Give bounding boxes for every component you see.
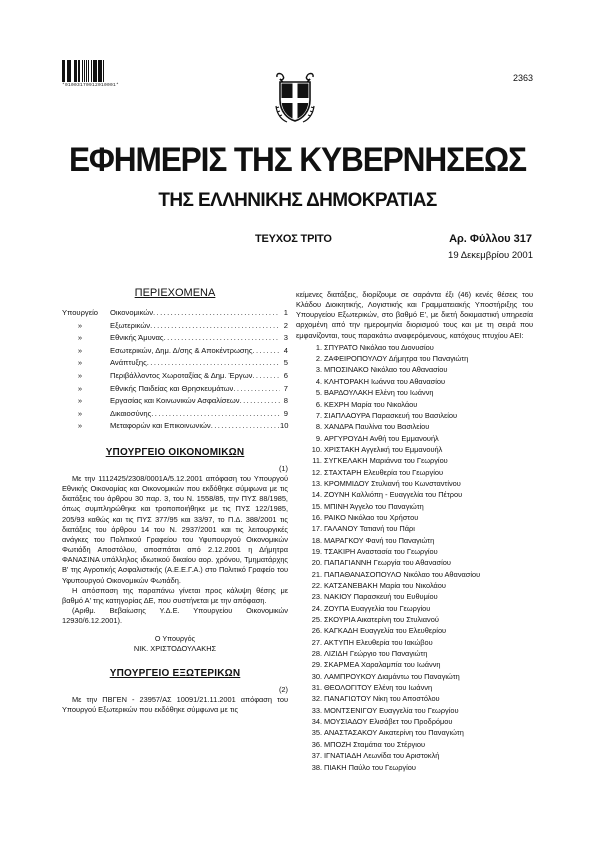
list-item-name: ΖΟΥΝΗ Καλλιόπη - Ευαγγελία του Πέτρου [324,490,463,500]
list-item [296,603,533,614]
list-item-name: ΣΚΑΡΜΕΑ Χαραλαμπία του Ιωάννη [324,660,441,670]
left-column [62,287,288,716]
list-item-name: ΛΑΜΠΡΟΥΚΟΥ Διαμάντω του Παναγιώτη [324,671,460,681]
list-item [296,625,533,636]
list-item-number: 34. [311,717,322,727]
appointee-list [296,342,533,773]
list-item [296,512,533,523]
list-item [296,546,533,557]
gazette-title: ΕΦΗΜΕΡΙΣ ΤΗΣ ΚΥΒΕΡΝΗΣΕΩΣ [68,141,527,179]
toc-prefix: Υπουργείο [62,308,98,317]
list-item-name: ΜΠΟΣΙΝΑΚΟ Νικόλαο του Αθανασίου [324,365,448,375]
list-item-number: 16. [311,512,322,522]
toc-leader-dots [147,357,280,370]
decree-paragraph: (Αριθμ. Βεβαίωσης Υ.Δ.Ε. Υπουργείου Οικονομικών 12930/6.12.2001). [62,605,288,626]
list-item-name: ΜΟΝΤΣΕΝΙΓΟΥ Ευαγγελία του Γεωργίου [324,705,459,715]
ministry-heading-foreign: ΥΠΟΥΡΓΕΙΟ ΕΞΩΤΕΡΙΚΩΝ [109,668,241,680]
list-item [296,364,533,375]
toc-row [62,408,288,421]
toc-label: Εθνικής Άμυνας [110,333,164,343]
list-item-name: ΑΡΓΥΡΟΥΔΗ Ανθή του Εμμανουήλ [324,433,439,443]
list-item-name: ΧΡΙΣΤΑΚΗ Αγγελική του Εμμανουήλ [324,444,443,454]
list-item-name: ΑΚΤΥΠΗ Ελευθερία του Ιακώβου [324,637,433,647]
list-item-number: 1. [315,342,322,352]
contents-heading: ΠΕΡΙΕΧΟΜΕΝΑ [134,287,216,299]
list-item-number: 10. [311,444,322,454]
list-item [296,750,533,761]
toc-page-number: 1 [283,308,288,317]
list-item-number: 24. [311,603,322,613]
barcode-bars [62,60,124,82]
list-item-number: 31. [311,683,322,693]
toc-page-number: 8 [283,396,288,406]
list-item-number: 35. [311,728,322,738]
toc-page-number: 6 [283,370,288,380]
list-item [296,387,533,398]
list-item [296,716,533,727]
list-item-name: ΤΣΑΚΙΡΗ Αναστασία του Γεωργίου [324,546,438,556]
toc-row [62,357,288,370]
list-item-number: 33. [311,705,322,715]
list-item-number: 22. [311,581,322,590]
list-item [296,399,533,410]
decree-paragraph: Η απόσπαση της παραπάνω γίνεται προς κάλυψη θέσης με βαθμό Α' της κατηγορίας ΔΕ, που συστήνεται με την απόφαση. [62,585,288,605]
toc-prefix: » [77,370,83,380]
toc-page-number: 2 [283,320,288,330]
list-item-name: ΠΙΑΚΗ Παύλο του Γεωργίου [324,762,416,772]
barcode-text: *01003170912010001* [62,83,120,88]
list-item-name: ΑΝΑΣΤΑΣΑΚΟΥ Αικατερίνη του Παναγιώτη [324,728,464,738]
sheet-number: Αρ. Φύλλου 317 [449,233,532,245]
list-item [296,342,533,353]
toc-prefix: » [77,333,83,343]
list-item [296,523,533,534]
list-item-name: ΜΠΙΝΗ Άγγελο του Παναγιώτη [324,501,424,511]
toc-leader-dots [164,332,280,345]
toc-page-number: 4 [283,345,288,355]
toc-prefix: » [77,383,83,393]
list-item-number: 30. [311,671,322,681]
toc-row [62,307,288,320]
decree-number: (2) [278,685,288,695]
right-column [296,290,533,773]
list-item-name: ΚΛΗΤΟΡΑΚΗ Ιωάννα του Αθανασίου [324,376,446,386]
list-item-name: ΣΚΟΥΡΙΑ Αικατερίνη του Στυλιανού [324,615,439,625]
list-item-number: 7. [315,410,322,420]
toc-page-number: 7 [283,383,288,393]
toc-leader-dots [211,420,280,433]
issue-date: 19 Δεκεμβρίου 2001 [448,250,533,261]
list-item-name: ΠΑΝΑΓΙΩΤΟΥ Νίκη του Αποστόλου [324,694,440,704]
barcode [62,60,124,90]
list-item-number: 37. [311,751,322,761]
ministry-heading-finance: ΥΠΟΥΡΓΕΙΟ ΟΙΚΟΝΟΜΙΚΩΝ [105,446,245,458]
list-item-number: 36. [311,739,322,749]
list-item [296,705,533,716]
toc-page-number: 5 [283,358,288,368]
list-item-name: ΜΟΥΣΙΑΔΟΥ Ελισάβετ του Προδρόμου [324,717,453,727]
list-item-number: 27. [311,637,322,647]
toc-leader-dots [233,383,280,396]
list-item [296,501,533,512]
toc-row [62,420,288,433]
list-item [296,671,533,682]
toc-prefix: » [77,320,83,330]
toc-label: Οικονομικών [110,308,154,317]
barcode-bar [103,60,104,82]
toc-label: Εργασίας και Κοινωνικών Ασφαλίσεων [110,396,240,406]
list-item-number: 28. [311,649,322,659]
toc-leader-dots [253,345,280,358]
list-item-name: ΠΑΠΑΘΑΝΑΣΟΠΟΥΛΟ Νικόλαο του Αθανασίου [324,569,481,579]
list-item [296,535,533,546]
list-item-name: ΒΑΡΔΟΥΛΑΚΗ Ελένη του Ιωάννη [324,388,434,398]
list-item-number: 6. [315,399,322,409]
list-item-number: 9. [315,433,322,443]
list-item-name: ΘΕΟΛΟΓΙΤΟΥ Ελένη του Ιωάννη [324,683,433,693]
list-item [296,727,533,738]
list-item-number: 13. [311,478,322,488]
toc-prefix: » [77,358,83,368]
list-item-name: ΛΙΖΙΔΗ Γεώργιο του Παναγιώτη [324,649,428,659]
list-item [296,353,533,364]
toc-leader-dots [153,307,280,320]
list-item-name: ΣΠΥΡΑΤΟ Νικόλαο του Διονυσίου [324,342,434,352]
toc-row [62,345,288,358]
toc-label: Δικαιοσύνης [110,408,152,418]
list-item-name: ΓΑΛΑΝΟΥ Τατιανή του Πάρι [324,524,415,534]
toc-row [62,370,288,383]
toc-label: Εθνικής Παιδείας και Θρησκευμάτων [110,383,234,393]
list-item [296,659,533,670]
list-item [296,444,533,455]
decree-paragraph: Με την ΠΒΓΕΝ - 23957/ΑΣ 10091/21.11.2001 απόφαση του Υπουργού Εξωτερικών που εκδόθηκε σύμφωνα με τις [62,695,288,715]
list-item [296,739,533,750]
toc-label: Εξωτερικών [110,320,151,330]
list-item [296,614,533,625]
list-item-number: 15. [311,501,322,511]
list-item [296,467,533,478]
toc-leader-dots [240,395,280,408]
issue-series: ΤΕΥΧΟΣ ΤΡΙΤΟ [255,233,332,245]
list-item [296,580,533,591]
toc-label: Ανάπτυξης [110,358,147,368]
signatory-role: Ο Υπουργός [154,634,196,644]
list-item-name: ΚΑΤΣΑΝΕΒΑΚΗ Μαρία του Νικολάου [324,581,446,590]
list-item-number: 11. [312,456,322,466]
list-item-number: 32. [311,694,322,704]
list-item [296,478,533,489]
toc-label: Εσωτερικών, Δημ. Δ/σης & Αποκέντρωσης [110,345,253,355]
list-item-name: ΜΠΟΖΗ Σταμάτια του Στέργιου [324,739,426,749]
list-item-name: ΖΟΥΠΑ Ευαγγελία του Γεωργίου [324,603,431,613]
toc-label: Μεταφορών και Επικοινωνιών [110,421,211,431]
list-item [296,421,533,432]
list-item-name: ΡΑΙΚΟ Νικόλαο του Χρήστου [324,512,419,522]
list-item-number: 38. [311,762,322,772]
decree-number: (1) [278,463,288,473]
toc-row [62,332,288,345]
list-item-name: ΣΥΓΚΕΛΑΚΗ Μαριάννα του Γεωργίου [324,456,448,466]
list-item [296,557,533,568]
list-item-name: ΣΤΑΧΤΑΡΗ Ελευθερία του Γεωργίου [324,467,443,477]
list-item-number: 23. [311,592,322,602]
list-item-name: ΖΑΦΕΙΡΟΠΟΥΛΟΥ Δήμητρα του Παναγιώτη [324,354,469,364]
list-item-number: 18. [311,535,322,545]
list-item [296,410,533,421]
list-item-number: 14. [311,490,322,500]
list-item [296,376,533,387]
list-item-number: 17. [311,524,322,534]
list-item-name: ΚΕΧΡΗ Μαρία του Νικολάου [324,399,418,409]
list-item-name: ΚΑΓΚΑΔΗ Ευαγγελία του Ελευθερίου [324,626,447,636]
toc-row [62,383,288,396]
list-item-name: ΝΑΚΙΟΥ Παρασκευή του Ευθυμίου [324,592,438,602]
list-item-number: 19. [311,546,322,556]
issue-row [62,233,532,249]
list-item-number: 25. [311,615,322,625]
list-item-number: 12. [311,467,322,477]
toc-prefix: » [77,421,83,431]
list-item [296,455,533,466]
toc-page-number: 9 [283,408,288,418]
toc-row [62,395,288,408]
decree-paragraph: Με την 1112425/2308/0001A/5.12.2001 απόφαση του Υπουργού Εθνικής Οικονομίας και Οικονομικών που εκδόθηκε σύμφωνα με τις διατάξεις του άρθρου 30 παρ. 3, του Ν. 1558/85, την ΠΥΣ 88/1985, όπως συμπληρώθηκε και τροποποιήθηκε με τις ΠΥΣ 122/1985, 205/93 καθώς και τις ΠΥΣ 377/95 και 33/97, το Π.Δ. 388/2001 τις διατάξεις του άρθρου 14 του Ν. 2937/2001 και τις λειτουργικές ανάγκες του Πολιτικού Γραφείου του Υφυπουργού Οικονομικών Φωτιάδη Αποστόλου, αποσπάται από 2.12.2001 η Δήμητρα ΦΑΝΑΣΙΝΑ υπάλληλος ιδιωτικού δικαίου αορ. χρόνου, Τμηματάρχης Β' της Αγροτικής Ασφαλιστικής (Α.Ε.Ε.Γ.Α.) στο Πολιτικό Γραφείο του Υφυπουργού Οικονομικών Φωτιάδη. [62,473,288,585]
list-item [296,682,533,693]
list-item-number: 5. [315,388,322,398]
toc-prefix: » [77,396,83,406]
list-item [296,693,533,704]
toc-page-number: 3 [283,333,288,343]
list-item [296,569,533,580]
list-item-number: 26. [311,626,322,636]
toc-prefix: » [77,345,83,355]
list-item [296,433,533,444]
list-item-number: 8. [315,422,322,432]
list-item-name: ΜΑΡΑΓΚΟΥ Φανή του Παναγιώτη [324,535,435,545]
list-item-name: ΚΡΟΜΜΙΔΟΥ Στυλιανή του Κωνσταντίνου [324,478,461,488]
toc-label: Περιβάλλοντος Χωροταξίας & Δημ. Έργων [110,370,253,380]
toc-page-number: 10 [280,421,289,431]
toc-leader-dots [252,370,280,383]
list-item [296,648,533,659]
list-item [296,489,533,500]
list-item-number: 4. [315,376,322,386]
list-item-number: 2. [315,354,322,364]
signatory-name: ΝΙΚ. ΧΡΙΣΤΟΔΟΥΛΑΚΗΣ [133,644,217,654]
list-item-number: 3. [315,365,322,375]
list-item [296,637,533,648]
list-item-number: 29. [311,660,322,670]
toc-row [62,320,288,333]
list-item-name: ΙΓΝΑΤΙΑΔΗ Λεωνίδα του Αριστοκλή [324,751,440,761]
toc-leader-dots [151,408,280,421]
greek-coat-of-arms-icon [272,70,318,126]
list-item [296,762,533,773]
gazette-subtitle: ΤΗΣ ΕΛΛΗΝΙΚΗΣ ΔΗΜΟΚΡΑΤΙΑΣ [158,190,437,211]
toc-prefix: » [77,408,83,418]
table-of-contents [62,307,288,433]
list-item-name: ΣΙΑΠΛΑΟΥΡΑ Παρασκευή του Βασιλείου [324,410,458,420]
page-number: 2363 [512,73,533,83]
list-item-name: ΠΑΠΑΓΙΑΝΝΗ Γεωργία του Αθανασίου [324,558,451,568]
toc-leader-dots [150,320,280,333]
appointment-intro: κείμενες διατάξεις, διορίζουμε σε σαράντα έξι (46) κενές θέσεις του Κλάδου Διοικητικής, Λογιστικής και Γραμματειακής Υποστήριξης του Υπουργείου Εξωτερικών, στο βαθμό Ε', με διετή δοκιμαστική υπηρεσία αρχομένη από την ημερομηνία διορισμού τους και με τη σειρά που εμφανίζονται, τους παρακάτω αναφερόμενους, κατόχους πτυχίου ΑΕΙ: [296,290,533,340]
list-item-name: ΧΑΝΔΡΑ Παυλίνα του Βασιλείου [324,422,430,432]
list-item-number: 21. [311,569,322,579]
list-item-number: 20. [311,558,322,568]
list-item [296,591,533,602]
